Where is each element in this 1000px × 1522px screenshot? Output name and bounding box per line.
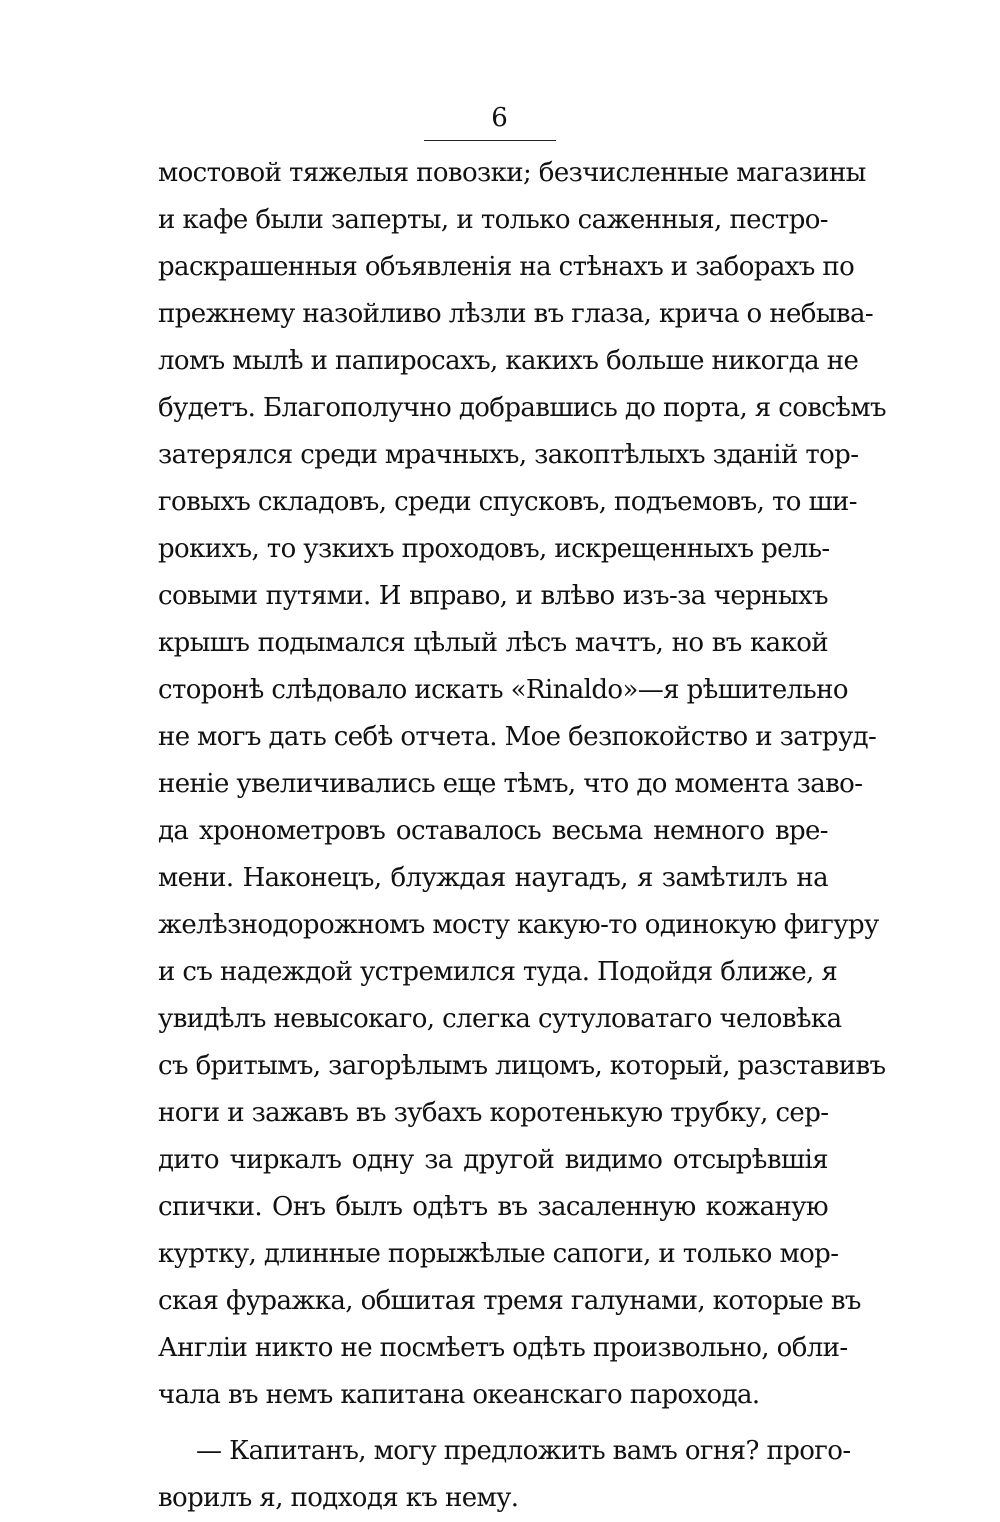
- page-number: 6: [491, 103, 509, 133]
- text-line: мени. Наконецъ, блуждая наугадъ, я замѣтилъ на: [158, 863, 828, 893]
- text-line: ворилъ я, подходя къ нему.: [158, 1483, 519, 1513]
- text-line: Англіи никто не посмѣетъ одѣть произвольно, обли-: [158, 1333, 848, 1363]
- text-line: сторонѣ слѣдовало искать «Rinaldo»—я рѣшительно: [158, 675, 848, 705]
- paragraph: [158, 150, 886, 1419]
- text-line: ская фуражка, обшитая тремя галунами, которые въ: [158, 1286, 861, 1316]
- text-line: рокихъ, то узкихъ проходовъ, искрещенныхъ рель-: [158, 534, 830, 564]
- paragraph: [158, 1428, 851, 1522]
- text-line: съ бритымъ, загорѣлымъ лицомъ, который, разставивъ: [158, 1051, 886, 1081]
- text-line: совыми путями. И вправо, и влѣво изъ-за черныхъ: [158, 581, 828, 611]
- text-line: раскрашенныя объявленія на стѣнахъ и заборахъ по: [158, 252, 855, 282]
- text-line: затерялся среди мрачныхъ, закоптѣлыхъ зданій тор-: [158, 440, 859, 470]
- text-line: спички. Онъ былъ одѣтъ въ засаленную кожаную: [158, 1192, 828, 1222]
- text-line: куртку, длинные порыжѣлые сапоги, и только мор-: [158, 1239, 839, 1269]
- text-line: не могъ дать себѣ отчета. Мое безпокойство и затруд-: [158, 722, 877, 752]
- header-rule: [424, 140, 556, 141]
- text-line: ноги и зажавъ въ зубахъ коротенькую трубку, сер-: [158, 1098, 829, 1128]
- body-text: [158, 150, 886, 1522]
- text-line: неніе увеличивались еще тѣмъ, что до момента заво-: [158, 769, 863, 799]
- text-line: да хронометровъ оставалось весьма немного вре-: [158, 816, 828, 846]
- text-line: увидѣлъ невысокаго, слегка сутуловатаго человѣка: [158, 1004, 842, 1034]
- text-line: дито чиркалъ одну за другой видимо отсырѣвшія: [158, 1145, 828, 1175]
- text-line: и кафе были заперты, и только саженныя, пестро-: [158, 205, 828, 235]
- text-line: ломъ мылѣ и папиросахъ, какихъ больше никогда не: [158, 346, 859, 376]
- text-line: и съ надеждой устремился туда. Подойдя ближе, я: [158, 957, 838, 987]
- text-line: желѣзнодорожномъ мосту какую-то одинокую фигуру: [158, 910, 879, 940]
- text-line: чала въ немъ капитана океанскаго парохода.: [158, 1380, 760, 1410]
- paragraph-gap: [158, 1419, 828, 1428]
- text-line: прежнему назойливо лѣзли въ глаза, крича о небыва-: [158, 299, 874, 329]
- text-line: — Капитанъ, могу предложить вамъ огня? прого-: [196, 1436, 851, 1466]
- text-line: крышъ подымался цѣлый лѣсъ мачтъ, но въ какой: [158, 628, 828, 658]
- text-line: будетъ. Благополучно добравшись до порта, я совсѣмъ: [158, 393, 886, 423]
- text-line: говыхъ складовъ, среди спусковъ, подъемовъ, то ши-: [158, 487, 857, 517]
- text-line: мостовой тяжелыя повозки; безчисленные магазины: [158, 158, 866, 188]
